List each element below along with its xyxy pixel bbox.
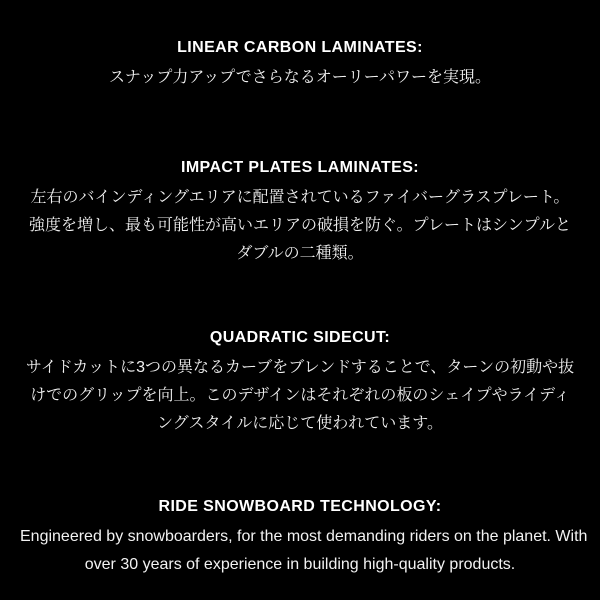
body-line: スナップ力アップでさらなるオーリーパワーを実現。 <box>109 69 491 86</box>
section-quadratic-sidecut <box>20 328 580 438</box>
tech-description-panel <box>0 38 600 579</box>
section-ride-snowboard-technology <box>20 497 588 579</box>
body-line: 左右のバインディングエリアに配置されているファイバーグラスプレート。 <box>30 189 570 206</box>
body-line: Engineered by snowboarders, for the most demanding riders on the planet. With <box>20 528 588 545</box>
body-line: 強度を増し、最も可能性が高いエリアの破損を防ぐ。プレートはシンプルと <box>28 217 571 234</box>
section-heading: RIDE SNOWBOARD TECHNOLOGY: <box>158 498 442 515</box>
section-impact-plates-laminates <box>20 158 580 268</box>
body-line: けでのグリップを向上。このデザインはそれぞれの板のシェイプやライディ <box>30 387 570 404</box>
body-line: サイドカットに3つの異なるカーブをブレンドすることで、ターンの初動や抜 <box>25 359 575 376</box>
section-heading: LINEAR CARBON LAMINATES: <box>177 39 423 56</box>
section-linear-carbon-laminates <box>20 38 580 92</box>
body-line: ングスタイルに応じて使われています。 <box>157 415 443 432</box>
body-line: ダブルの二種類。 <box>236 245 364 262</box>
section-heading: QUADRATIC SIDECUT: <box>209 329 391 346</box>
section-heading: IMPACT PLATES LAMINATES: <box>180 159 420 176</box>
body-line: over 30 years of experience in building high-quality products. <box>84 556 516 573</box>
